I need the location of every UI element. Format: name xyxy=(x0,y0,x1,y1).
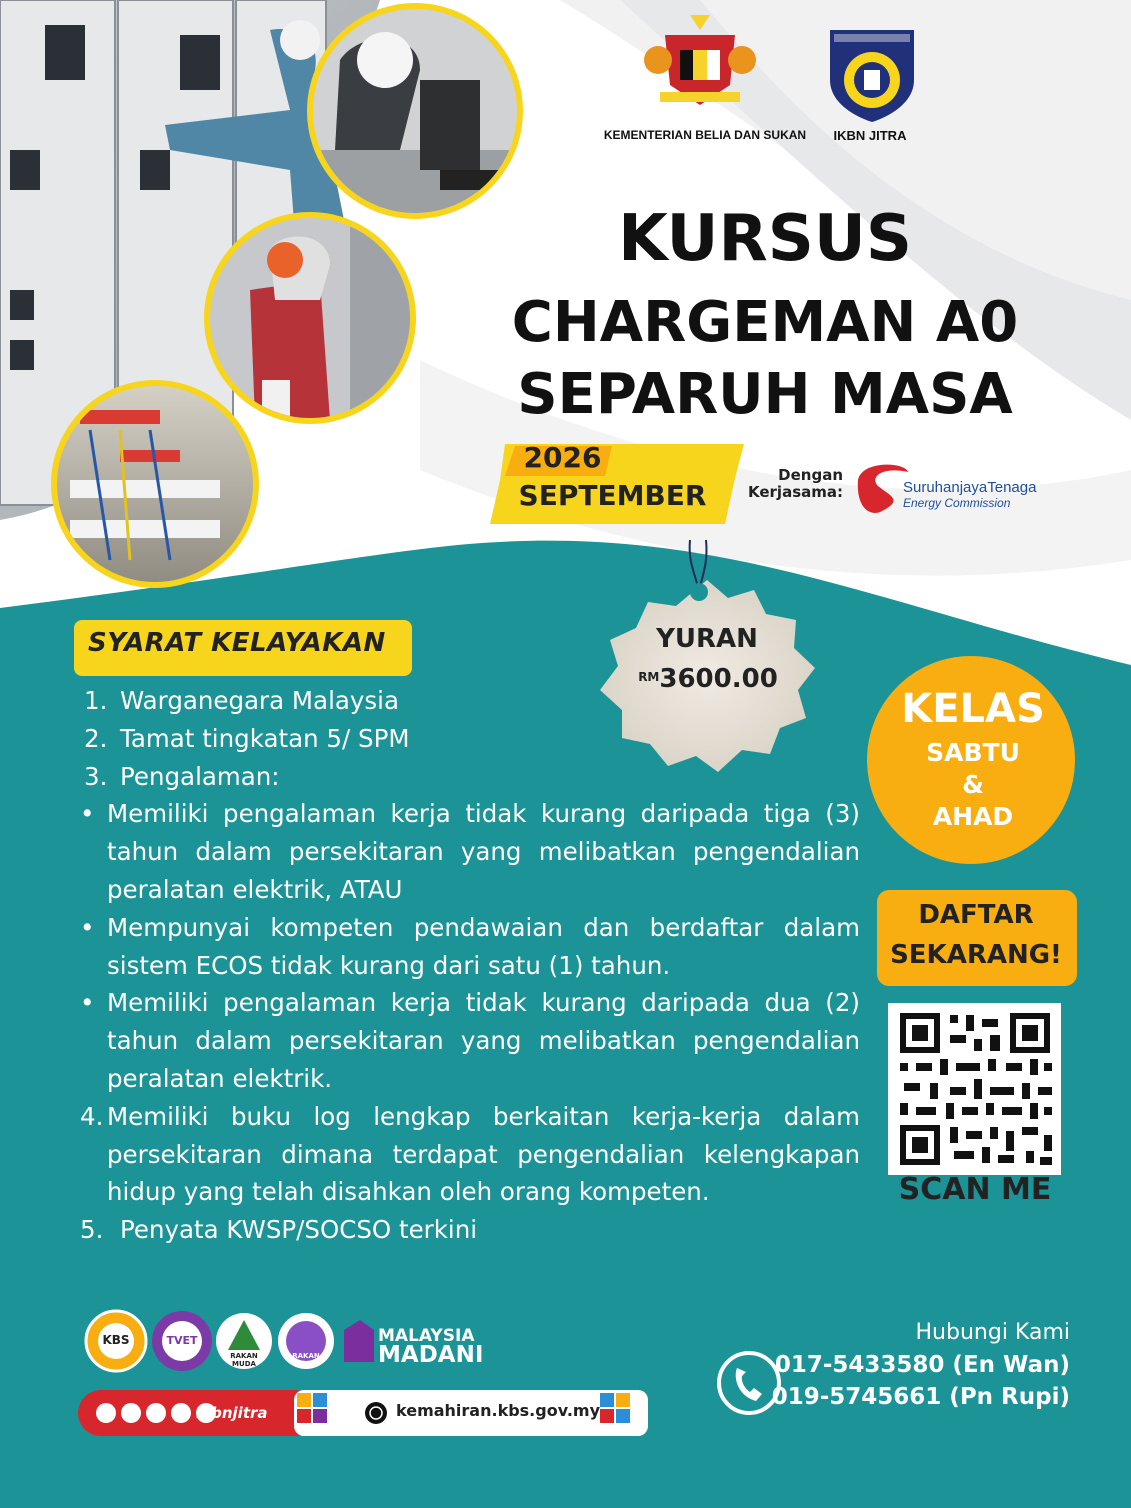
title-line-3: SEPARUH MASA xyxy=(517,362,1013,427)
ministry-label: KEMENTERIAN BELIA DAN SUKAN xyxy=(603,128,807,142)
rakan-muda-logo: RAKAN MUDA xyxy=(230,1352,258,1368)
qr-code xyxy=(888,1003,1061,1175)
madani-logo-line-2: MADANI xyxy=(378,1342,484,1368)
list-item: 2. Tamat tingkatan 5/ SPM xyxy=(84,723,410,753)
class-day-1: SABTU xyxy=(926,738,1020,767)
rakan-mahir-logo: RAKAN MAHIR xyxy=(292,1352,320,1368)
partner-subtitle: Energy Commission xyxy=(903,496,1011,510)
list-item: 5. Penyata KWSP/SOCSO terkini xyxy=(80,1215,478,1245)
phone-2[interactable]: 019-5745661 (Pn Rupi) xyxy=(771,1384,1070,1410)
register-line-2: SEKARANG! xyxy=(890,940,1062,970)
register-line-1: DAFTAR xyxy=(918,900,1034,930)
class-title: KELAS xyxy=(901,686,1045,732)
list-item: • Memiliki pengalaman kerja tidak kurang daripada dua (2) tahun dalam persekitaran yang melibatkan pengendalian peralatan elektrik. xyxy=(80,988,860,1093)
list-item: 3. Pengalaman: xyxy=(84,761,280,791)
fee-label: YURAN xyxy=(656,624,758,654)
title-line-2: CHARGEMAN A0 xyxy=(511,290,1019,355)
class-ampersand: & xyxy=(962,770,984,799)
schedule-year: 2026 xyxy=(523,441,602,474)
website-link[interactable]: kemahiran.kbs.gov.my xyxy=(396,1401,601,1420)
list-item: 4. Memiliki buku log lengkap berkaitan kerja-kerja dalam persekitaran dimana terdapat pengendalian kelengkapan hidup yang telah disahkan oleh orang kompeten. xyxy=(80,1101,860,1207)
list-item: • Mempunyai kompeten pendawaian dan berdaftar dalam sistem ECOS tidak kurang dari satu (1) tahun. xyxy=(80,912,860,980)
kbs-logo: KBS xyxy=(102,1333,130,1347)
contact-heading: Hubungi Kami xyxy=(915,1320,1070,1345)
title-line-1: KURSUS xyxy=(618,202,912,276)
tvet-logo: TVET xyxy=(166,1334,198,1347)
social-handle[interactable]: ikbnjitra xyxy=(196,1404,268,1422)
requirements-heading: SYARAT KELAYAKAN xyxy=(88,628,386,658)
list-item: • Memiliki pengalaman kerja tidak kurang daripada tiga (3) tahun dalam persekitaran yang melibatkan pengendalian peralatan elektrik, ATAU xyxy=(80,799,860,904)
class-day-2: AHAD xyxy=(932,802,1014,831)
partner-name: SuruhanjayaTenaga xyxy=(903,479,1037,496)
madani-logo-line-1: MALAYSIA xyxy=(378,1326,475,1346)
list-item: 1. Warganegara Malaysia xyxy=(84,686,399,715)
requirements-list xyxy=(80,682,860,1249)
scan-me-label: SCAN ME xyxy=(898,1172,1052,1207)
schedule-month: SEPTEMBER xyxy=(518,479,707,512)
institute-label: IKBN JITRA xyxy=(833,128,907,143)
phone-1[interactable]: 017-5433580 (En Wan) xyxy=(774,1352,1070,1378)
partner-prefix: Dengan Kerjasama: xyxy=(748,466,843,501)
fee-amount: $^{RM}$3600.00 xyxy=(638,664,778,694)
